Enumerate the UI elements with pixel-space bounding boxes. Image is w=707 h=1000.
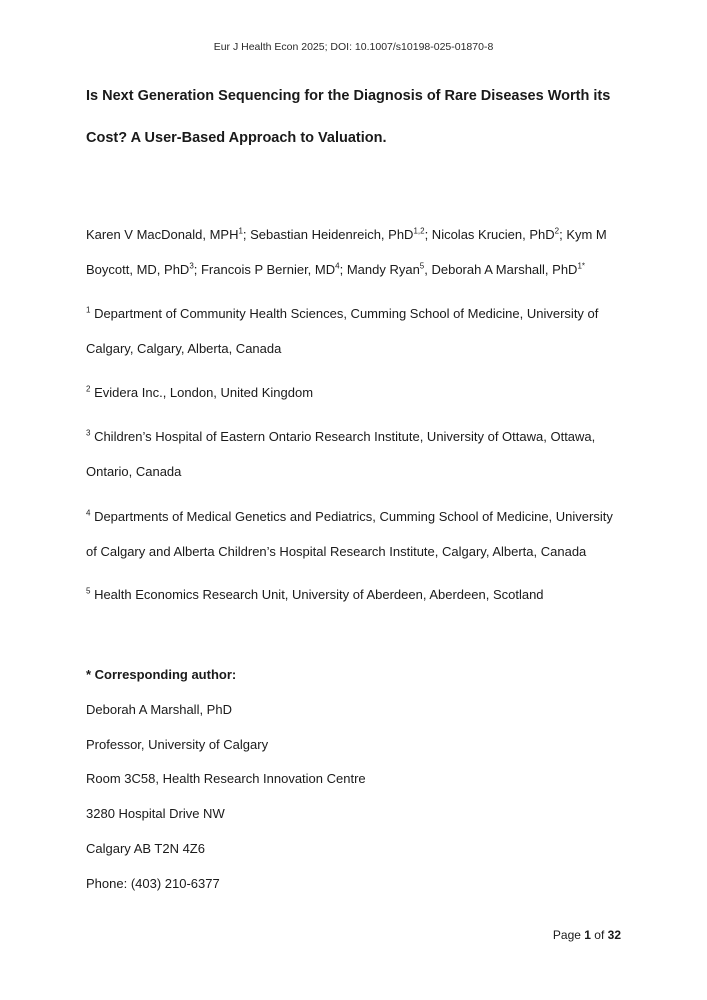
- author-name: ; Mandy Ryan: [339, 262, 420, 277]
- author-affil-sup: 5: [419, 261, 425, 271]
- authors-line-1: [86, 227, 607, 242]
- author-affil-sup: 1,2: [413, 226, 425, 236]
- affiliation-3: [86, 429, 595, 444]
- author-name: ; Sebastian Heidenreich, PhD: [242, 227, 414, 242]
- author-name: ; Kym M: [559, 227, 607, 242]
- corresponding-heading: * Corresponding author:: [86, 667, 237, 682]
- corresponding-name: Deborah A Marshall, PhD: [86, 702, 232, 717]
- affiliation-number: 4: [86, 508, 91, 518]
- affiliation-5: [86, 587, 544, 602]
- author-affil-sup: 1*: [577, 261, 586, 271]
- authors-line-2: [86, 262, 585, 277]
- affiliation-text: Evidera Inc., London, United Kingdom: [90, 385, 314, 400]
- author-name: , Deborah A Marshall, PhD: [424, 262, 578, 277]
- author-affil-sup: 4: [335, 261, 340, 271]
- author-affil-sup: 3: [189, 261, 194, 271]
- page-footer: [553, 928, 621, 942]
- author-affil-sup: 2: [554, 226, 560, 236]
- corresponding-street: 3280 Hospital Drive NW: [86, 806, 225, 821]
- page-number: 1: [584, 928, 591, 942]
- affiliation-number: 3: [86, 428, 91, 438]
- author-name: Boycott, MD, PhD: [86, 262, 190, 277]
- corresponding-city: Calgary AB T2N 4Z6: [86, 841, 205, 856]
- affiliation-number: 2: [86, 384, 91, 394]
- corresponding-room: Room 3C58, Health Research Innovation Centre: [86, 771, 366, 786]
- title-line-1: Is Next Generation Sequencing for the Diagnosis of Rare Diseases Worth its: [86, 88, 611, 104]
- affiliation-1-continued: Calgary, Calgary, Alberta, Canada: [86, 341, 282, 356]
- affiliation-1: [86, 306, 598, 321]
- affiliation-text: Department of Community Health Sciences, Cumming School of Medicine, University of: [90, 306, 599, 321]
- affiliation-4-continued: of Calgary and Alberta Children’s Hospital Research Institute, Calgary, Alberta, Canada: [86, 544, 587, 559]
- title-line-2: Cost? A User-Based Approach to Valuation.: [86, 130, 387, 146]
- running-header: Eur J Health Econ 2025; DOI: 10.1007/s10198-025-01870-8: [213, 41, 494, 53]
- author-affil-sup: 1: [238, 226, 243, 236]
- corresponding-position: Professor, University of Calgary: [86, 737, 269, 752]
- affiliation-text: Children’s Hospital of Eastern Ontario Research Institute, University of Ottawa, Ottawa,: [90, 429, 596, 444]
- author-name: Karen V MacDonald, MPH: [86, 227, 239, 242]
- author-name: ; Francois P Bernier, MD: [193, 262, 336, 277]
- affiliation-2: [86, 385, 313, 400]
- page-label: Page: [552, 928, 585, 942]
- affiliation-text: Health Economics Research Unit, University of Aberdeen, Aberdeen, Scotland: [90, 587, 544, 602]
- affiliation-4: [86, 509, 613, 524]
- author-name: ; Nicolas Krucien, PhD: [424, 227, 555, 242]
- affiliation-3-continued: Ontario, Canada: [86, 464, 182, 479]
- affiliation-number: 5: [86, 586, 91, 596]
- page-of-label: of: [590, 928, 608, 942]
- page-total: 32: [607, 928, 621, 942]
- affiliation-text: Departments of Medical Genetics and Pediatrics, Cumming School of Medicine, University: [90, 509, 613, 524]
- corresponding-phone: Phone: (403) 210-6377: [86, 876, 220, 891]
- affiliation-number: 1: [86, 305, 91, 315]
